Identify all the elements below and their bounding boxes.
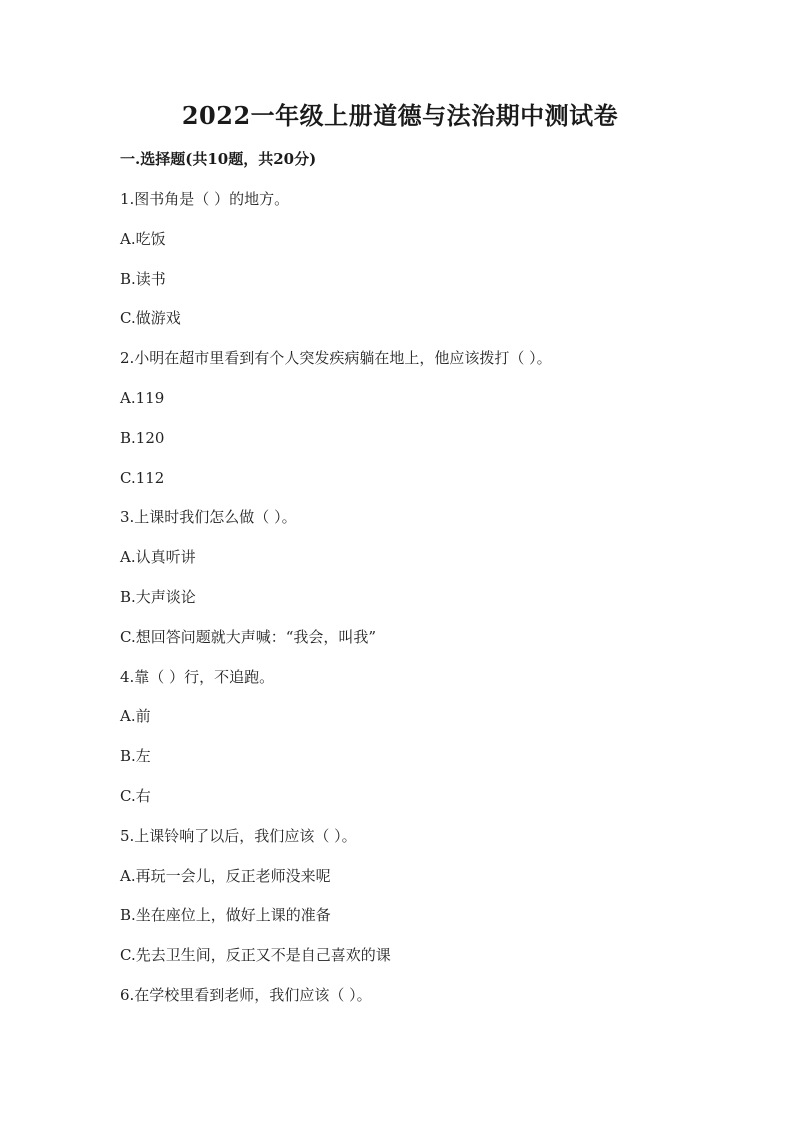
question-6: 6.在学校里看到老师，我们应该（ ）。 (120, 985, 372, 1004)
option-1c: C.做游戏 (120, 309, 181, 328)
option-3a: A.认真听讲 (120, 548, 196, 567)
option-2a: A.119 (120, 388, 165, 407)
option-5c: C.先去卫生间，反正又不是自己喜欢的课 (120, 946, 391, 965)
option-5a: A.再玩一会儿，反正老师没来呢 (120, 866, 331, 885)
option-1b: B.读书 (120, 269, 166, 288)
question-1: 1.图书角是（ ）的地方。 (120, 190, 290, 208)
option-4b: B.左 (120, 747, 151, 766)
question-3: 3.上课时我们怎么做（ ）。 (120, 508, 297, 527)
option-3c: C.想回答问题就大声喊：“我会，叫我” (120, 627, 377, 646)
section-heading: 一.选择题(共10题，共20分) (120, 150, 317, 168)
option-3b: B.大声谈论 (120, 587, 196, 606)
page-title: 2022一年级上册道德与法治期中测试卷 (181, 101, 619, 130)
question-4: 4.靠（ ）行，不追跑。 (120, 667, 275, 686)
question-2: 2.小明在超市里看到有个人突发疾病躺在地上，他应该拨打（ ）。 (120, 349, 552, 368)
option-2b: B.120 (120, 428, 165, 447)
option-1a: A.吃饭 (120, 229, 166, 248)
question-list (120, 188, 720, 1024)
option-4c: C.右 (120, 786, 151, 805)
option-4a: A.前 (120, 707, 151, 726)
option-2c: C.112 (120, 468, 165, 487)
question-5: 5.上课铃响了以后，我们应该（ ）。 (120, 826, 357, 845)
option-5b: B.坐在座位上，做好上课的准备 (120, 906, 331, 925)
